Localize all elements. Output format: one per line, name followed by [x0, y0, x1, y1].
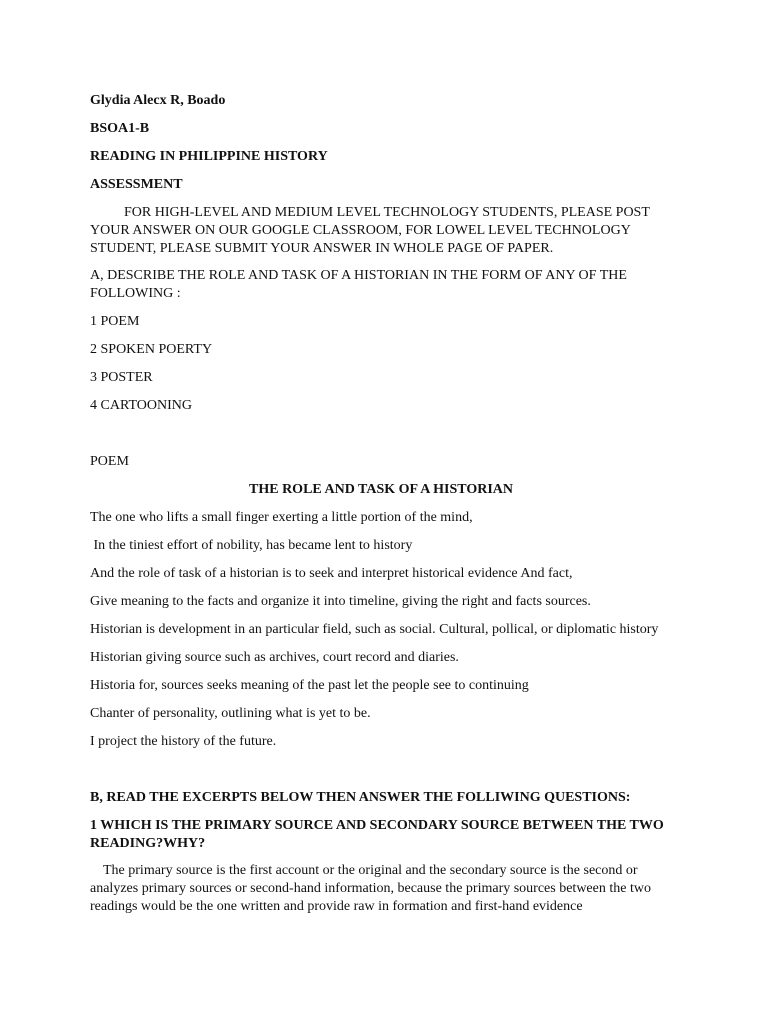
poem-line: I project the history of the future. — [90, 734, 277, 749]
option-item: 2 SPOKEN POERTY — [90, 342, 213, 357]
poem-line: Chanter of personality, outlining what is yet to be. — [90, 706, 371, 721]
poem-line: The one who lifts a small finger exerting a little portion of the mind, — [90, 510, 473, 525]
option-item: 3 POSTER — [90, 370, 153, 385]
poem-line: In the tiniest effort of nobility, has became lent to history — [90, 538, 413, 553]
answer-1: The primary source is the first account or the original and the secondary source is the second or analyzes primary sources or second-hand information, because the primary sources between the two readings would be the one written and provide raw in formation and first-hand evidence — [90, 863, 651, 914]
poem-title: THE ROLE AND TASK OF A HISTORIAN — [249, 482, 513, 497]
student-name: Glydia Alecx R, Boado — [90, 93, 226, 108]
assessment-label: ASSESSMENT — [90, 177, 183, 192]
poem-line: Historian is development in an particular field, such as social. Cultural, pollical, or diplomatic history — [90, 622, 659, 637]
poem-line: Give meaning to the facts and organize it into timeline, giving the right and facts sources. — [90, 594, 591, 609]
instructions-paragraph: FOR HIGH-LEVEL AND MEDIUM LEVEL TECHNOLOGY STUDENTS, PLEASE POST YOUR ANSWER ON OUR GOOGLE CLASSROOM, FOR LOWEL LEVEL TECHNOLOGY STUDENT, PLEASE SUBMIT YOUR ANSWER IN WHOLE PAGE OF PAPER. — [90, 205, 650, 256]
poem-line: Historia for, sources seeks meaning of the past let the people see to continuing — [90, 678, 529, 693]
student-section: BSOA1-B — [90, 121, 150, 136]
question-1: 1 WHICH IS THE PRIMARY SOURCE AND SECONDARY SOURCE BETWEEN THE TWO READING?WHY? — [90, 818, 664, 851]
subject-title: READING IN PHILIPPINE HISTORY — [90, 149, 328, 164]
part-b-prompt: B, READ THE EXCERPTS BELOW THEN ANSWER THE FOLLIWING QUESTIONS: — [90, 790, 631, 805]
poem-line: And the role of task of a historian is to seek and interpret historical evidence And fact, — [90, 566, 573, 581]
part-a-prompt: A, DESCRIBE THE ROLE AND TASK OF A HISTORIAN IN THE FORM OF ANY OF THE FOLLOWING : — [90, 268, 627, 301]
poem-form-label: POEM — [90, 454, 129, 469]
option-item: 1 POEM — [90, 314, 140, 329]
poem-line: Historian giving source such as archives, court record and diaries. — [90, 650, 459, 665]
option-item: 4 CARTOONING — [90, 398, 192, 413]
